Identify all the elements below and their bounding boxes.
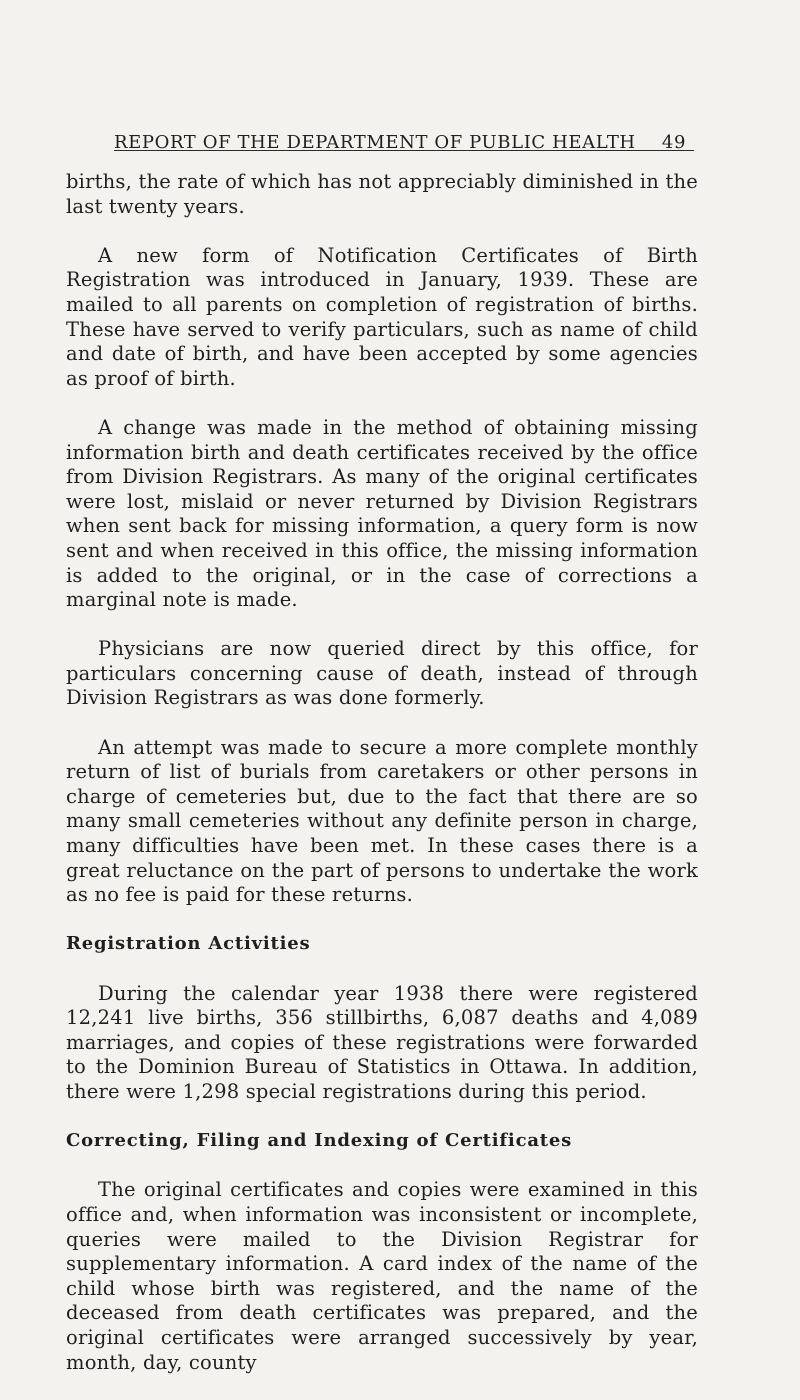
- paragraph-physicians-queried: Physicians are now queried direct by this office, for particulars concerning cause of death, instead of through Division Registrars as was done formerly.: [66, 637, 698, 710]
- section-heading-registration-activities: Registration Activities: [66, 933, 311, 955]
- paragraph-missing-information: A change was made in the method of obtaining missing information birth and death certificates received by the office from Division Registrars. As many of the original certificates were lost, mislaid or never returned by Division Registrars when sent back for missing information, a query form is now sent and when received in this office, the missing information is added to the original, or in the case of corrections a marginal note is made.: [66, 415, 698, 612]
- section-heading-correcting-filing-indexing: Correcting, Filing and Indexing of Certificates: [66, 1130, 573, 1152]
- body-text: [66, 170, 698, 1400]
- page-number: 49: [661, 132, 686, 153]
- header-title: REPORT OF THE DEPARTMENT OF PUBLIC HEALTH: [114, 132, 636, 153]
- paragraph-registration-statistics: During the calendar year 1938 there were registered 12,241 live births, 356 stillbirths, 6,087 deaths and 4,089 marriages, and copies of these registrations were forwarded to the Dominion Bureau of Statistics in Ottawa. In addition, there were 1,298 special registrations during this period.: [66, 981, 698, 1103]
- paragraph-notification-certificates: A new form of Notification Certificates of Birth Registration was introduced in January, 1939. These are mailed to all parents on completion of registration of births. These have served to verify particulars, such as name of child and date of birth, and have been accepted by some agencies as proof of birth.: [66, 243, 698, 390]
- paragraph-continued: births, the rate of which has not appreciably diminished in the last twenty years.: [66, 170, 698, 218]
- paragraph-burial-returns: An attempt was made to secure a more complete monthly return of list of burials from caretakers or other persons in charge of cemeteries but, due to the fact that there are so many small cemeteries without any definite person in charge, many difficulties have been met. In these cases there is a great reluctance on the part of persons to undertake the work as no fee is paid for these returns.: [66, 735, 698, 907]
- paragraph-certificate-examination: The original certificates and copies were examined in this office and, when information was inconsistent or incomplete, queries were mailed to the Division Registrar for supplementary information. A card index of the name of the child whose birth was registered, and the name of the deceased from death certificates was prepared, and the original certificates were arranged successively by year, month, day, county: [66, 1178, 698, 1374]
- running-header: [114, 112, 694, 151]
